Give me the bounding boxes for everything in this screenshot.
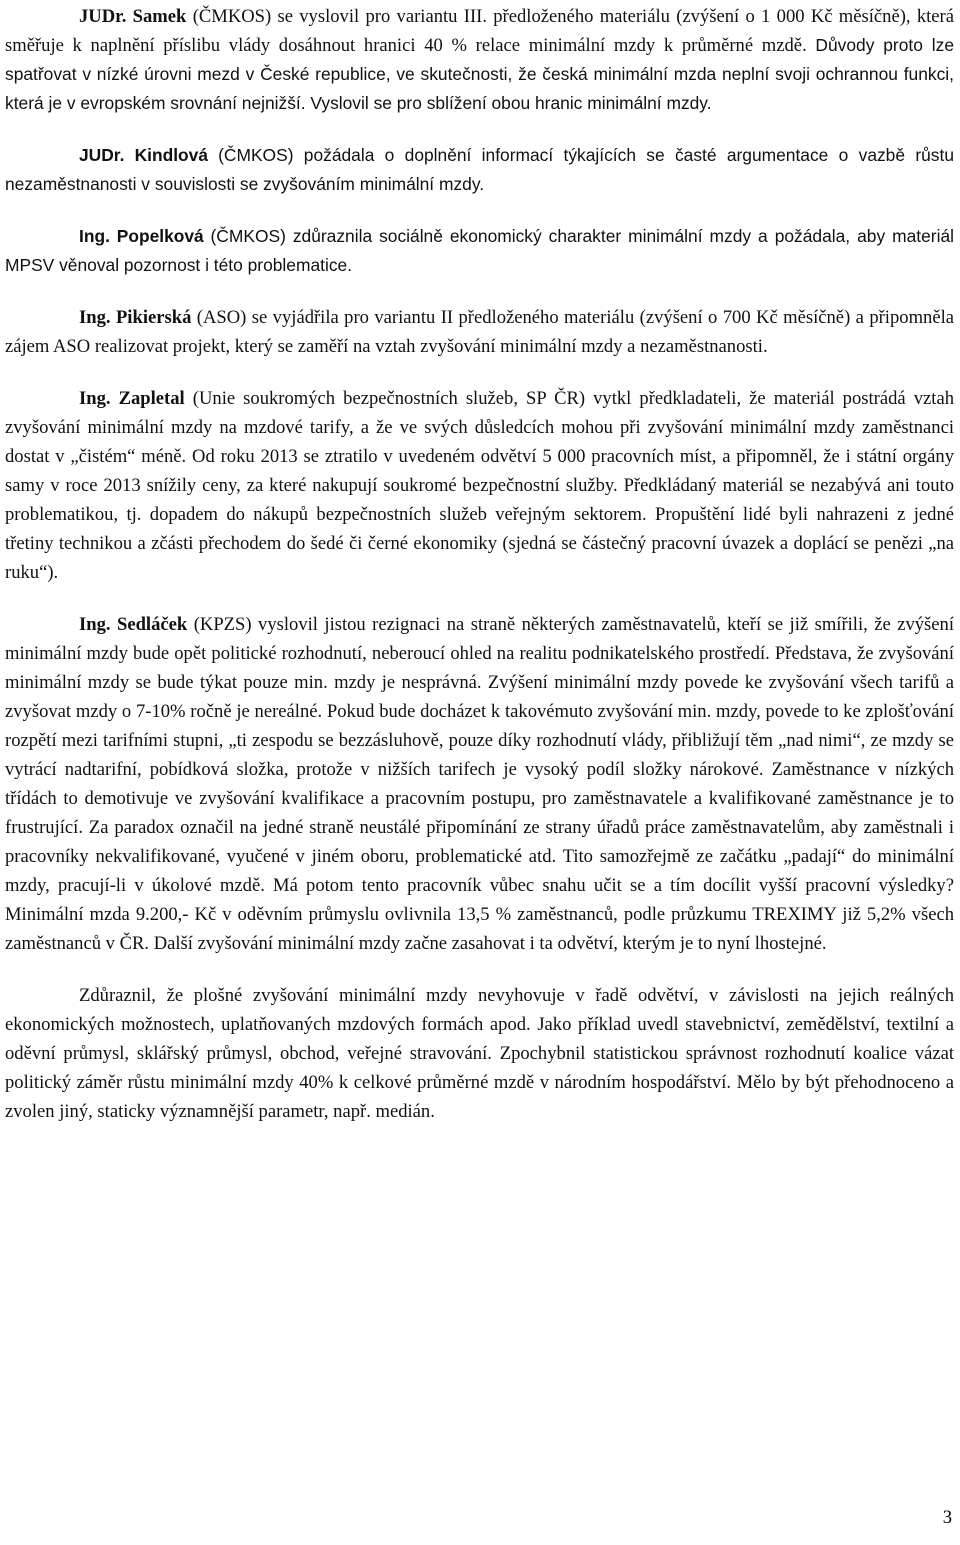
page-number: 3 <box>942 1507 952 1528</box>
speaker-title: JUDr. <box>79 145 125 165</box>
paragraph-pikierska <box>5 303 954 361</box>
speaker-name: Kindlová <box>134 145 208 165</box>
speaker-name: Sedláček <box>117 614 188 635</box>
paragraph-text-sans: Důvody proto lze spatřovat v nízké úrovni mezd v České republice, ve skutečnosti, že česká minimální mzda neplní svoji ochrannou funkci, která je v evropském srovnání nejnižší. Vyslovil se pro sblížení obou hranic minimální mzdy. <box>5 35 955 113</box>
paragraph-samek <box>5 2 954 118</box>
paragraph-text-sans: (ČMKOS) zdůraznila sociálně ekonomický charakter minimální mzdy a požádala, aby materiál MPSV věnoval pozornost i této problematice. <box>5 226 954 275</box>
speaker-title: Ing. <box>79 388 111 409</box>
paragraph-text: (Unie soukromých bezpečnostních služeb, SP ČR) vytkl předkladateli, že materiál postrádá vztah zvyšování minimální mzdy na mzdové tarify, a že ve svých důsledcích mohou při zvyšování minimální mzdy zaměstnanci dostat v „čistém“ méně. Od roku 2013 se ztratilo v uvedeném odvětví 5 000 pracovních míst, a připomněl, že i státní orgány samy v roce 2013 snížily ceny, za které nakupují soukromé bezpečnostní služby. Předkládaný materiál se nezabývá ani touto problematikou, tj. dopadem do nákupů bezpečnostních služeb veřejným sektorem. Propuštění lidé byli nahrazeni z jedné třetiny technikou a zčásti přechodem do šedé či černé ekonomiky (sjedná se částečný pracovní úvazek a doplácí se penězi „na ruku“). <box>5 388 954 583</box>
paragraph-sedlacek <box>5 610 954 958</box>
paragraph-text: (KPZS) vyslovil jistou rezignaci na straně některých zaměstnavatelů, kteří se již smířili, že zvýšení minimální mzdy bude opět politické rozhodnutí, neberoucí ohled na realitu podnikatelského prostředí. Představa, že zvyšování minimální mzdy se bude týkat pouze min. mzdy je nesprávná. Zvýšení minimální mzdy povede ke zvyšování všech tarifů a zvyšovat mzdy o 7-10% ročně je nereálné. Pokud bude docházet k takovémuto zvyšování min. mzdy, povede to ke zplošťování rozpětí mezi tarifními stupni, „ti zespodu se bezzásluhově, pouze díky rozhodnutí vlády, přibližují těm „nad nimi“, ze mzdy se vytrácí nadtarifní, pobídková složka, protože v nižších tarifech je vysoký podíl složky nárokové. Zaměstnance v nízkých třídách to demotivuje ve zvyšování kvalifikace a pracovním postupu, pro zaměstnavatele a kvalifikované zaměstnance je to frustrující. Za paradox označil na jedné straně neustálé připomínání ze strany úřadů práce zaměstnavatelům, aby zaměstnali i pracovníky nekvalifikované, vyučené v jiném oboru, problematické atd. Tito samozřejmě ze začátku „padají“ do minimální mzdy, pracují-li v úkolové mzdě. Má potom tento pracovník vůbec snahu učit se a tím docílit vyšší pracovní výsledky? Minimální mzda 9.200,- Kč v oděvním průmyslu ovlivnila 13,5 % zaměstnanců, podle průzkumu TREXIMY již 5,2% všech zaměstnanců v ČR. Další zvyšování minimální mzdy začne zasahovat i ta odvětví, kterým je to nyní lhostejné. <box>5 614 955 954</box>
speaker-title: Ing. <box>79 307 111 328</box>
paragraph-popelkova <box>5 222 954 280</box>
speaker-title: Ing. <box>79 614 111 635</box>
paragraph-sedlacek-continued <box>5 981 954 1126</box>
speaker-name: Zapletal <box>118 388 185 409</box>
paragraph-text: Zdůraznil, že plošné zvyšování minimální mzdy nevyhovuje v řadě odvětví, v závislosti na jejich reálných ekonomických možnostech, uplatňovaných mzdových formách apod. Jako příklad uvedl stavebnictví, zemědělství, textilní a oděvní průmysl, sklářský průmysl, obchod, veřejné stravování. Zpochybnil statistickou správnost rozhodnutí koalice vázat politický záměr růstu minimální mzdy 40% k celkové průměrné mzdě v národním hospodářství. Mělo by být přehodnoceno a zvolen jiný, staticky významnější parametr, např. medián. <box>5 985 954 1122</box>
speaker-title: Ing. <box>79 226 110 246</box>
speaker-name: Samek <box>132 6 187 27</box>
paragraph-zapletal <box>5 384 954 587</box>
speaker-name: Popelková <box>116 226 204 246</box>
paragraph-kindlova <box>5 141 954 199</box>
paragraph-text: (ČMKOS) se vyslovil pro variantu III. předloženého materiálu (zvýšení o 1 000 Kč měsíčně), která směřuje k naplnění příslibu vlády dosáhnout hranici 40 % relace minimální mzdy k průměrné mzdě. <box>5 6 954 56</box>
paragraph-text-sans: (ČMKOS) požádala o doplnění informací týkajících se časté argumentace o vazbě růstu nezaměstnanosti v souvislosti se zvyšováním minimální mzdy. <box>5 145 954 194</box>
speaker-title: JUDr. <box>79 6 127 27</box>
paragraph-text: (ASO) se vyjádřila pro variantu II předloženého materiálu (zvýšení o 700 Kč měsíčně) a připomněla zájem ASO realizovat projekt, který se zaměří na vztah zvyšování minimální mzdy a nezaměstnanosti. <box>5 307 955 357</box>
speaker-name: Pikierská <box>115 307 192 328</box>
